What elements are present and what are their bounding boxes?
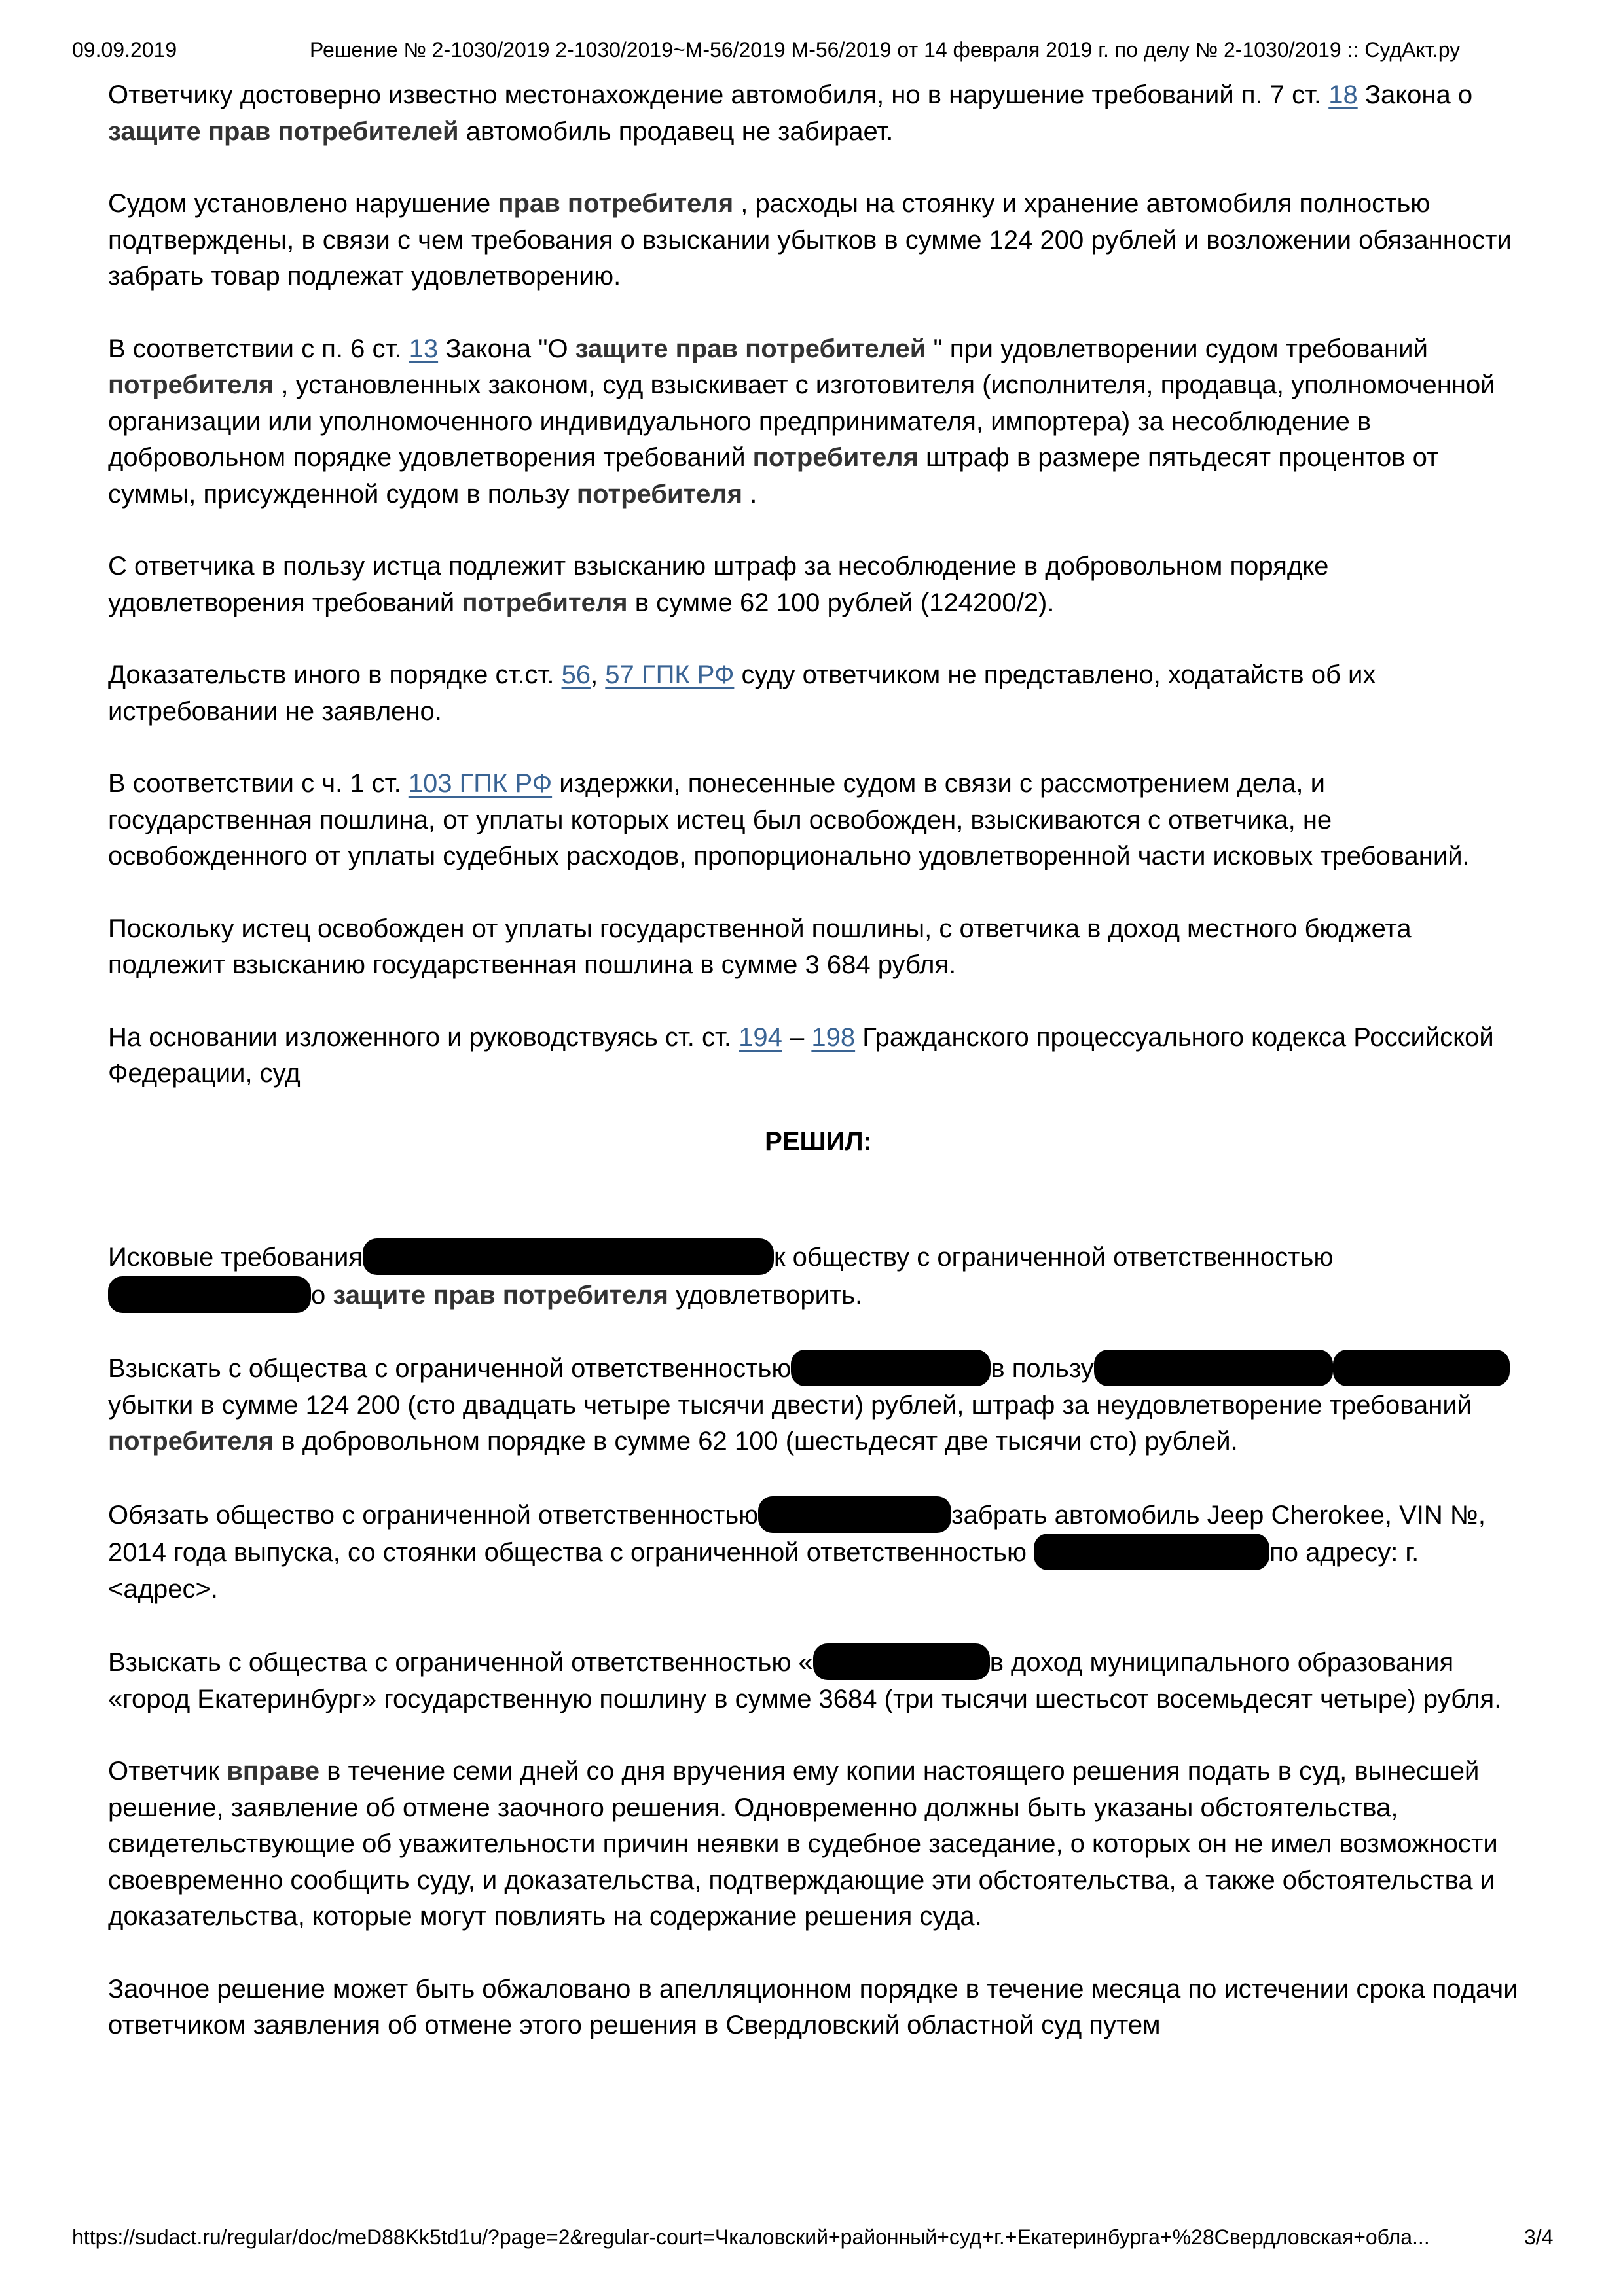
text: – — [782, 1022, 812, 1052]
bold-keyword: прав потребителя — [498, 189, 734, 218]
text: к обществу с ограниченной ответственностью — [773, 1243, 1334, 1272]
paragraph — [108, 657, 1529, 730]
law-link-198[interactable]: 198 — [811, 1022, 856, 1052]
bold-keyword: вправе — [227, 1757, 320, 1785]
text: Ответчику достоверно известно местонахождение автомобиля, но в нарушение требований п. 7 ст. — [108, 81, 1329, 109]
paragraph — [108, 77, 1529, 150]
paragraph — [108, 911, 1529, 984]
text: Закона о — [1357, 81, 1473, 109]
law-link-18[interactable]: 18 — [1328, 81, 1358, 109]
text: убытки в сумме 124 200 (сто двадцать четыре тысячи двести) рублей, штраф за неудовлетворение требований — [108, 1390, 1472, 1420]
text: штраф в размере пятьдесят процентов от суммы, присужденной судом в пользу — [108, 443, 1439, 509]
redaction-block — [1333, 1350, 1510, 1386]
print-header — [0, 38, 1623, 67]
redaction-block — [758, 1496, 951, 1533]
redaction-block — [791, 1350, 991, 1386]
paragraph — [108, 331, 1529, 513]
bold-keyword: защите прав потребителей — [575, 334, 926, 363]
paragraph — [108, 1350, 1529, 1460]
law-link-103-gpk[interactable]: 103 ГПК РФ — [408, 769, 553, 798]
text: в добровольном порядке в сумме 62 100 (шестьдесят две тысячи сто) рублей. — [274, 1427, 1238, 1456]
law-link-56[interactable]: 56 — [561, 660, 591, 689]
text: забрать автомобиль Jeep Cherokee, VIN №, 2014 года выпуска, со стоянки общества с ограниченной ответственностью — [108, 1500, 1486, 1567]
bold-keyword: потребителя — [462, 588, 628, 617]
text: Обязать общество с ограниченной ответственностью — [108, 1500, 759, 1530]
redaction-block — [1094, 1350, 1333, 1386]
text: в пользу — [991, 1354, 1094, 1383]
text: Взыскать с общества с ограниченной ответственностью « — [108, 1648, 813, 1677]
redaction-block — [1034, 1534, 1269, 1570]
paragraph — [108, 548, 1529, 621]
paragraph — [108, 186, 1529, 295]
text: Заочное решение может быть обжаловано в апелляционном порядке в течение месяца по истечении срока подачи ответчиком заявления об отмене этого решения в Свердловский областной суд путем — [108, 1974, 1518, 2039]
redaction-block — [813, 1643, 990, 1680]
law-link-194[interactable]: 194 — [739, 1022, 782, 1052]
bold-keyword: потребителя — [108, 1427, 274, 1456]
paragraph — [108, 1971, 1529, 2044]
decision-heading: РЕШИЛ: — [765, 1126, 872, 1156]
bold-keyword: защите прав потребителей — [108, 117, 459, 146]
bold-keyword: потребителя — [752, 443, 919, 472]
text: На основании изложенного и руководствуясь ст. ст. — [108, 1022, 739, 1052]
page-number: 3/4 — [1524, 2225, 1554, 2249]
text: в доход муниципального образования «город Екатеринбург» государственную пошлину в сумме 3684 (три тысячи шестьсот восемьдесят четыре) рубля. — [108, 1648, 1502, 1713]
source-url: https://sudact.ru/regular/doc/meD88Kk5td1u/?page=2&regular-court=Чкаловский+районный+суд+г.+Екатеринбурга+%28Свердловская+обла... — [72, 2225, 1430, 2249]
text: по адресу: г. <адрес>. — [108, 1538, 1419, 1604]
text: Ответчик — [108, 1757, 227, 1785]
text: В соответствии с ч. 1 ст. — [108, 769, 409, 798]
text: суду ответчиком не представлено, ходатайств об их истребовании не заявлено. — [108, 660, 1376, 726]
text: " при удовлетворении судом требований — [926, 334, 1428, 363]
bold-keyword: потребителя — [108, 370, 274, 399]
text: С ответчика в пользу истца подлежит взысканию штраф за несоблюдение в добровольном порядке удовлетворения требований — [108, 552, 1329, 617]
paragraph — [108, 1496, 1529, 1608]
paragraph — [108, 1020, 1529, 1092]
document-body — [108, 77, 1529, 2080]
text: , установленных законом, суд взыскивает с изготовителя (исполнителя, продавца, уполномоченной организации или уполномоченного индивидуального предпринимателя, импортера) за несоблюдение в добровольном порядке удовлетворения требований — [108, 370, 1495, 472]
paragraph — [108, 1753, 1529, 1935]
text: Взыскать с общества с ограниченной ответственностью — [108, 1354, 792, 1383]
text: Исковые требования — [108, 1243, 363, 1272]
text: . — [742, 479, 757, 509]
law-link-57-gpk[interactable]: 57 ГПК РФ — [605, 660, 735, 689]
redaction-block — [363, 1238, 774, 1275]
paragraph — [108, 1238, 1529, 1314]
text: Доказательств иного в порядке ст.ст. — [108, 660, 562, 689]
text: в сумме 62 100 рублей (124200/2). — [627, 588, 1055, 617]
text: , расходы на стоянку и хранение автомобиля полностью подтверждены, в связи с чем требования о взыскании убытков в сумме 124 200 рублей и возложении обязанности забрать товар подлежат удовлетворению. — [108, 189, 1512, 291]
paragraph — [108, 766, 1529, 875]
text: Гражданского процессуального кодекса Российской Федерации, суд — [108, 1022, 1494, 1088]
document-title: Решение № 2-1030/2019 2-1030/2019~М-56/2019 М-56/2019 от 14 февраля 2019 г. по делу № 2-1030/2019 :: СудАкт.ру — [310, 38, 1461, 62]
text: автомобиль продавец не забирает. — [458, 117, 894, 146]
text: , — [591, 660, 606, 689]
text: В соответствии с п. 6 ст. — [108, 334, 409, 363]
print-date: 09.09.2019 — [72, 38, 177, 62]
paragraph — [108, 1643, 1529, 1717]
text: в течение семи дней со дня вручения ему копии настоящего решения подать в суд, вынесшей решение, заявление об отмене заочного решения. Одновременно должны быть указаны обстоятельства, свидетельствующие об уважительности причин неявки в судебное заседание, о которых он не имел возможности своевременно сообщить суду, и доказательства, подтверждающие эти обстоятельства, а также обстоятельства и доказательства, которые могут повлиять на содержание решения суда. — [108, 1757, 1498, 1931]
text: Судом установлено нарушение — [108, 189, 498, 218]
text: Поскольку истец освобожден от уплаты государственной пошлины, с ответчика в доход местного бюджета подлежит взысканию государственная пошлина в сумме 3 684 рубля. — [108, 914, 1412, 979]
text: издержки, понесенные судом в связи с рассмотрением дела, и государственная пошлина, от уплаты которых истец был освобожден, взыскиваются с ответчика, не освобожденного от уплаты судебных расходов, пропорционально удовлетворенной части исковых требований. — [108, 769, 1470, 870]
text: удовлетворить. — [668, 1280, 863, 1310]
text: Закона "О — [438, 334, 575, 363]
bold-keyword: защите прав потребителя — [333, 1280, 669, 1310]
law-link-13[interactable]: 13 — [409, 334, 439, 363]
redaction-block — [108, 1276, 311, 1313]
text: о — [311, 1280, 333, 1310]
bold-keyword: потребителя — [576, 479, 743, 509]
